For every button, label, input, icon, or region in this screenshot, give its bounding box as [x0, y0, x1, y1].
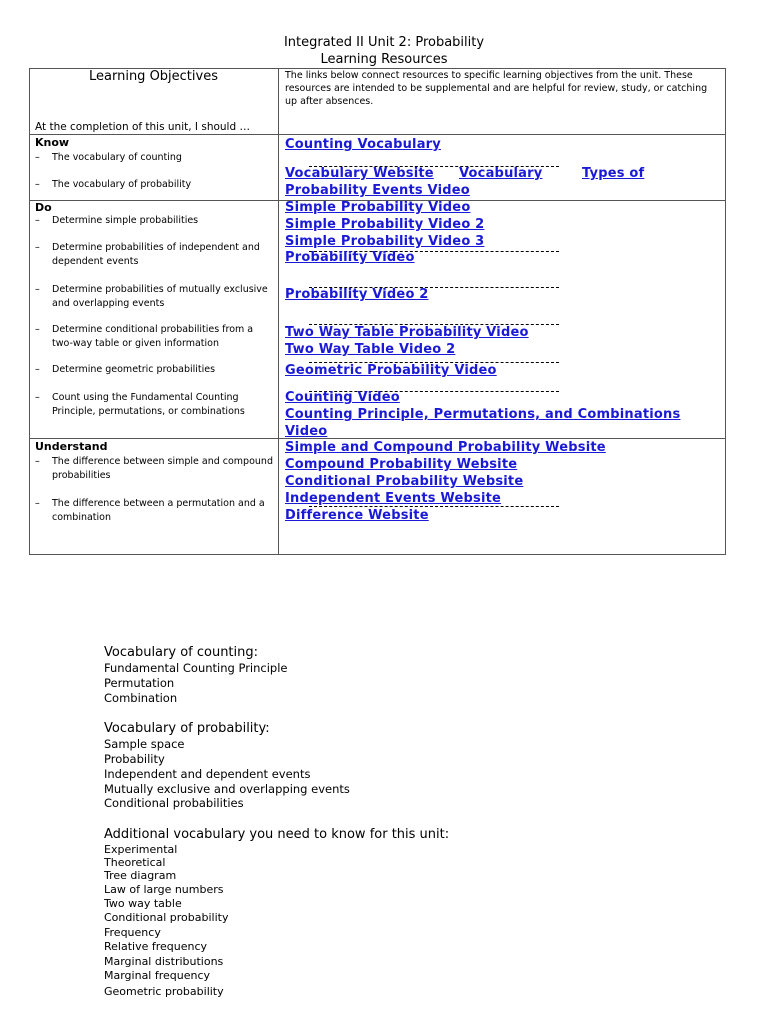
objective-item	[35, 455, 275, 483]
link-counting-vocabulary[interactable]: Counting Vocabulary	[285, 137, 441, 152]
link-counting-principle-permutations-combinations[interactable]: Counting Principle, Permutations, and Combinations	[285, 407, 681, 422]
objective-text: Determine simple probabilities	[52, 215, 199, 226]
objective-item	[35, 178, 275, 192]
vocab-item: Combination	[104, 691, 178, 705]
resources-intro: The links below connect resources to specific learning objectives from the unit. These resources are intended to be supplemental and are helpful for review, study, or catching up after absences.	[285, 70, 708, 107]
objective-item	[35, 363, 275, 377]
objective-text: The vocabulary of probability	[52, 179, 192, 190]
table-border-bottom	[29, 554, 726, 555]
link-probability-video[interactable]: Probability Video	[285, 250, 415, 265]
link-simple-probability-video-2[interactable]: Simple Probability Video 2	[285, 217, 485, 232]
resources-table	[29, 68, 726, 555]
vocab-item: Marginal frequency	[104, 969, 211, 982]
link-simple-compound-probability-website[interactable]: Simple and Compound Probability Website	[285, 440, 606, 455]
vocab-item: Conditional probabilities	[104, 796, 244, 810]
link-independent-events-website[interactable]: Independent Events Website	[285, 491, 502, 506]
vocab-additional-heading: Additional vocabulary you need to know for this unit:	[104, 827, 450, 842]
vocab-item: Probability	[104, 752, 165, 766]
objective-text: The difference between a permutation and a combination	[52, 498, 265, 523]
vocab-item: Theoretical	[104, 856, 166, 869]
table-row-divider	[29, 134, 726, 135]
link-two-way-table-video-2[interactable]: Two Way Table Video 2	[285, 342, 456, 357]
bullet-dash: –	[35, 498, 40, 509]
vocab-item: Frequency	[104, 926, 161, 939]
table-border-left	[29, 68, 30, 555]
link-probability-events-video[interactable]: Probability Events Video	[285, 183, 470, 198]
understand-heading: Understand	[35, 440, 108, 453]
completion-prompt: At the completion of this unit, I should …	[35, 121, 250, 133]
vocab-item: Marginal distributions	[104, 955, 224, 968]
objective-text: Determine probabilities of mutually exclusive and overlapping events	[52, 284, 268, 309]
bullet-dash: –	[35, 215, 40, 226]
objective-item	[35, 283, 275, 311]
objective-text: Determine conditional probabilities from a two-way table or given information	[52, 324, 254, 349]
vocab-item: Conditional probability	[104, 911, 229, 924]
vocab-item: Tree diagram	[104, 869, 177, 882]
bullet-dash: –	[35, 456, 40, 467]
table-border-right	[725, 68, 726, 555]
link-compound-probability-website[interactable]: Compound Probability Website	[285, 457, 518, 472]
link-vocabulary-website[interactable]: Vocabulary Website	[285, 166, 434, 181]
objective-item	[35, 497, 275, 525]
link-simple-probability-video[interactable]: Simple Probability Video	[285, 200, 471, 215]
link-difference-website[interactable]: Difference Website	[285, 508, 429, 523]
vocab-counting-heading: Vocabulary of counting:	[104, 645, 259, 660]
bullet-dash: –	[35, 179, 40, 190]
bullet-dash: –	[35, 364, 40, 375]
objective-text: Determine probabilities of independent and dependent events	[52, 242, 260, 267]
objective-text: The difference between simple and compound probabilities	[52, 456, 273, 481]
vocab-item: Two way table	[104, 897, 182, 910]
do-heading: Do	[35, 201, 52, 214]
objective-text: Determine geometric probabilities	[52, 364, 216, 375]
vocab-item: Permutation	[104, 676, 175, 690]
link-simple-probability-video-3[interactable]: Simple Probability Video 3	[285, 234, 485, 249]
bullet-dash: –	[35, 242, 40, 253]
learning-objectives-heading: Learning Objectives	[89, 69, 218, 84]
vocab-item: Relative frequency	[104, 940, 208, 953]
objective-item	[35, 151, 275, 165]
vocab-item: Law of large numbers	[104, 883, 224, 896]
vocab-item: Sample space	[104, 737, 185, 751]
link-vocabulary[interactable]: Vocabulary	[459, 166, 543, 181]
vocab-probability-heading: Vocabulary of probability:	[104, 721, 270, 736]
page-subtitle: Learning Resources	[320, 52, 448, 67]
bullet-dash: –	[35, 324, 40, 335]
bullet-dash: –	[35, 392, 40, 403]
vocab-item: Experimental	[104, 843, 178, 856]
link-counting-principle-video[interactable]: Video	[285, 424, 328, 439]
vocab-item: Fundamental Counting Principle	[104, 661, 288, 675]
link-conditional-probability-website[interactable]: Conditional Probability Website	[285, 474, 524, 489]
vocab-item: Independent and dependent events	[104, 767, 311, 781]
link-geometric-probability-video[interactable]: Geometric Probability Video	[285, 363, 497, 378]
bullet-dash: –	[35, 152, 40, 163]
objective-item	[35, 214, 275, 228]
objective-item	[35, 323, 275, 351]
bullet-dash: –	[35, 284, 40, 295]
page-title: Integrated II Unit 2: Probability	[283, 35, 485, 50]
objective-text: The vocabulary of counting	[52, 152, 182, 163]
know-heading: Know	[35, 136, 70, 149]
link-two-way-table-probability-video[interactable]: Two Way Table Probability Video	[285, 325, 529, 340]
link-types-of[interactable]: Types of	[582, 166, 645, 181]
vocab-item: Mutually exclusive and overlapping events	[104, 782, 350, 796]
link-counting-video[interactable]: Counting Video	[285, 390, 400, 405]
objective-item	[35, 391, 275, 419]
objective-item	[35, 241, 275, 269]
vocab-item: Geometric probability	[104, 985, 224, 998]
table-border-middle	[278, 68, 279, 555]
objective-text: Count using the Fundamental Counting Principle, permutations, or combinations	[52, 392, 245, 417]
link-probability-video-2[interactable]: Probability Video 2	[285, 287, 429, 302]
